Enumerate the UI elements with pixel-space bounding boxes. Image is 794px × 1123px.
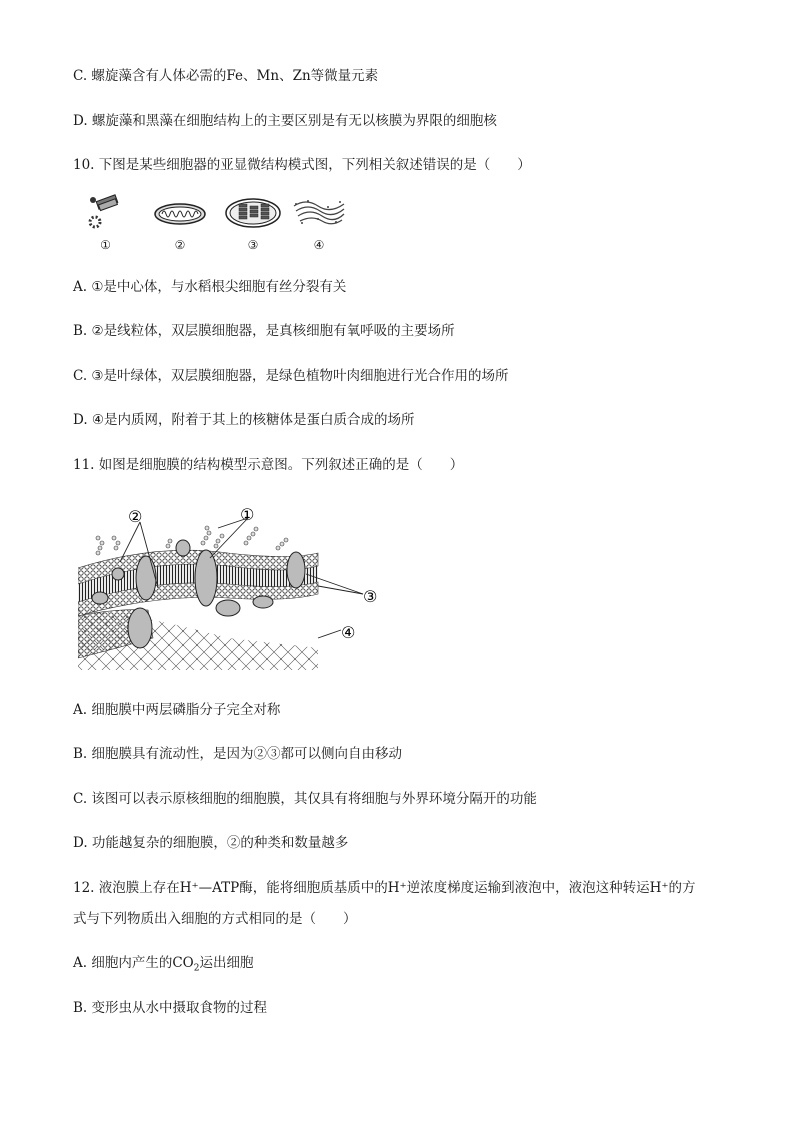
fig-label-2: ② <box>128 507 143 526</box>
q10-option-a: A. ①是中心体，与水稻根尖细胞有丝分裂有关 <box>73 279 347 295</box>
er-figure <box>288 192 350 252</box>
q10-option-c: C. ③是叶绿体，双层膜细胞器，是绿色植物叶肉细胞进行光合作用的场所 <box>73 368 509 384</box>
cell-membrane-figure <box>78 498 388 670</box>
q11-option-a: A. 细胞膜中两层磷脂分子完全对称 <box>73 702 281 718</box>
fig-label-4: ④ <box>341 623 356 642</box>
q12-stem-line1: 12. 液泡膜上存在H⁺—ATP酶，能将细胞质基质中的H⁺逆浓度梯度运输到液泡中，液泡这种转运H⁺的方 <box>73 880 696 896</box>
mitochondrion-icon <box>150 192 210 234</box>
q9-option-c: C. 螺旋藻含有人体必需的Fe、Mn、Zn等微量元素 <box>73 68 379 84</box>
chloroplast-figure <box>223 192 283 252</box>
label-2: ② <box>174 238 186 252</box>
q11-stem: 11. 如图是细胞膜的结构模型示意图。下列叙述正确的是（ ） <box>73 457 464 473</box>
centriole-icon <box>83 192 128 234</box>
q11-option-c: C. 该图可以表示原核细胞的细胞膜，其仅具有将细胞与外界环境分隔开的功能 <box>73 791 537 807</box>
q9-option-d: D. 螺旋藻和黑藻在细胞结构上的主要区别是有无以核膜为界限的细胞核 <box>73 113 497 129</box>
q12-option-b: B. 变形虫从水中摄取食物的过程 <box>73 1000 268 1016</box>
label-4: ④ <box>313 238 325 252</box>
cell-membrane-diagram <box>78 498 388 670</box>
label-3: ③ <box>247 238 259 252</box>
q10-option-b: B. ②是线粒体，双层膜细胞器，是真核细胞有氧呼吸的主要场所 <box>73 323 455 339</box>
fig-label-3: ③ <box>363 587 378 606</box>
q10-option-d: D. ④是内质网，附着于其上的核糖体是蛋白质合成的场所 <box>73 412 415 428</box>
organelle-figure <box>88 192 348 252</box>
q12-option-a <box>73 953 253 979</box>
q12-option-a-suffix: 运出细胞 <box>199 955 254 971</box>
q11-option-b: B. 细胞膜具有流动性，是因为②③都可以侧向自由移动 <box>73 746 403 762</box>
label-1: ① <box>100 238 111 252</box>
q12-stem-line2: 式与下列物质出入细胞的方式相同的是（ ） <box>73 911 357 927</box>
endoplasmic-reticulum-icon <box>288 192 350 234</box>
fig-label-1: ① <box>240 505 255 524</box>
q12-option-a-text: A. 细胞内产生的CO <box>73 955 194 971</box>
subscript-2: 2 <box>193 963 200 974</box>
centriole-figure <box>83 192 128 252</box>
chloroplast-icon <box>223 192 283 234</box>
q11-option-d: D. 功能越复杂的细胞膜，②的种类和数量越多 <box>73 835 349 851</box>
mitochondrion-figure <box>150 192 210 252</box>
q10-stem: 10. 下图是某些细胞器的亚显微结构模式图，下列相关叙述错误的是（ ） <box>73 157 531 173</box>
